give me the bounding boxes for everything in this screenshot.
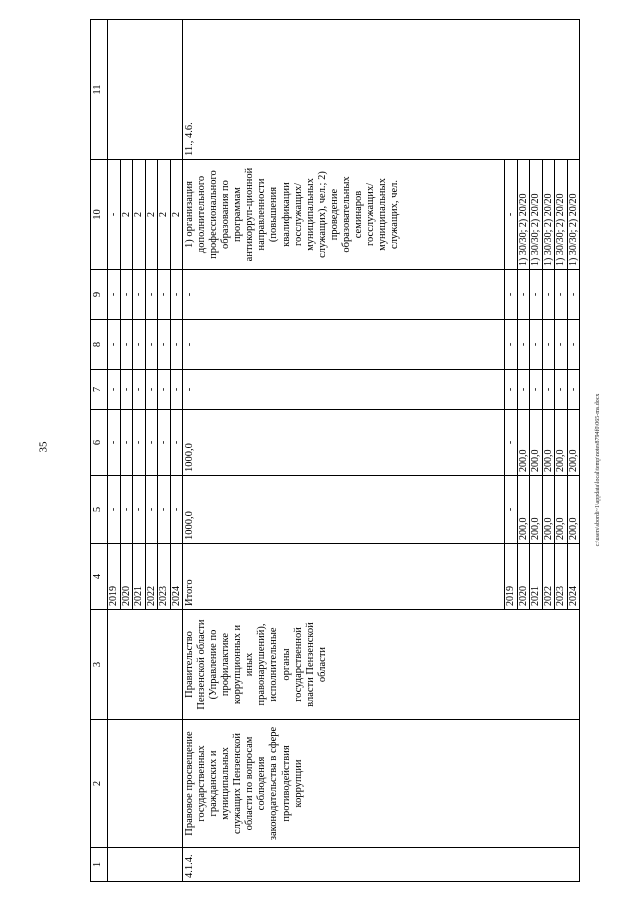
measure-name: Правовое просвещение государственных гражданских и муниципальных служащих Пензенской области по вопросам соблюдения законодательства в сфере противодействия коррупции (183, 720, 580, 848)
year-cell: 2020 (120, 544, 133, 610)
table-row (108, 20, 121, 882)
indicator-value-cell: 2 (170, 160, 183, 270)
value-cell: - (567, 270, 580, 320)
value-cell: 200,0 (530, 476, 543, 544)
total-value: - (183, 320, 505, 370)
value-cell: - (133, 320, 146, 370)
value-cell: - (108, 370, 121, 410)
value-cell: - (133, 476, 146, 544)
page-number: 35 (37, 441, 50, 453)
value-cell: - (170, 370, 183, 410)
value-cell: - (145, 476, 158, 544)
value-cell: - (517, 320, 530, 370)
value-cell: - (145, 370, 158, 410)
value-cell: - (133, 410, 146, 476)
measures-table (90, 19, 580, 882)
value-cell: - (170, 410, 183, 476)
header-cell: 7 (91, 370, 108, 410)
indicator-value-cell: 1) 30/30; 2) 20/20 (555, 160, 568, 270)
total-label: Итого (183, 544, 505, 610)
value-cell: - (120, 476, 133, 544)
value-cell: - (170, 270, 183, 320)
value-cell: - (145, 320, 158, 370)
year-cell: 2023 (158, 544, 171, 610)
value-cell: - (158, 320, 171, 370)
value-cell: - (505, 320, 518, 370)
total-value: - (183, 370, 505, 410)
value-cell: - (158, 476, 171, 544)
value-cell: 200,0 (517, 410, 530, 476)
year-cell: 2019 (505, 544, 518, 610)
value-cell: 200,0 (567, 476, 580, 544)
value-cell: - (517, 370, 530, 410)
indicator-value-cell: 2 (145, 160, 158, 270)
year-cell: 2020 (517, 544, 530, 610)
value-cell: 200,0 (517, 476, 530, 544)
indicator-value-cell: 1) 30/30; 2) 20/20 (542, 160, 555, 270)
header-cell: 10 (91, 160, 108, 270)
header-cell: 1 (91, 848, 108, 882)
value-cell: 200,0 (555, 410, 568, 476)
indicator-value-cell: 1) 30/30; 2) 20/20 (530, 160, 543, 270)
measure-executor: Правительство Пензенской области (Управление по профилактике коррупционных и иных правонарушений), исполнительные органы государственной власти Пензенской области (183, 610, 580, 720)
value-cell: - (120, 270, 133, 320)
value-cell: - (108, 476, 121, 544)
value-cell: - (133, 270, 146, 320)
value-cell: - (567, 370, 580, 410)
table-row-total (183, 20, 505, 882)
indicator-value-cell: - (108, 160, 121, 270)
value-cell: - (542, 370, 555, 410)
header-cell: 9 (91, 270, 108, 320)
indicator-value-cell: - (505, 160, 518, 270)
value-cell: - (108, 320, 121, 370)
header-cell: 11 (91, 20, 108, 160)
value-cell: - (505, 370, 518, 410)
value-cell: - (120, 320, 133, 370)
indicator-value-cell: 2 (133, 160, 146, 270)
empty-cell (108, 720, 183, 848)
value-cell: - (120, 410, 133, 476)
indicator-description: 1) организация дополнительного профессионального образования по программам антикорруп-ционной направленности (повышения квалификации госслужащих/ муниципальных служащих), чел.; 2) проведение образовательных семинаров госслужащих/ муниципальных служащих, чел. (183, 160, 505, 270)
value-cell: 200,0 (530, 410, 543, 476)
footer-file-path: c:\users\sbordi~1\appdata\local\temp\notes8794f0\065-ms.docx (595, 393, 601, 547)
value-cell: 200,0 (542, 410, 555, 476)
header-cell: 3 (91, 610, 108, 720)
value-cell: - (145, 270, 158, 320)
value-cell: - (145, 410, 158, 476)
indicator-value-cell: 1) 30/30; 2) 20/20 (567, 160, 580, 270)
empty-cell (108, 848, 183, 882)
value-cell: - (542, 270, 555, 320)
value-cell: - (158, 410, 171, 476)
empty-cell (108, 610, 183, 720)
header-cell: 2 (91, 720, 108, 848)
value-cell: - (530, 270, 543, 320)
header-cell: 6 (91, 410, 108, 476)
rotated-table-container (90, 20, 580, 882)
value-cell: - (517, 270, 530, 320)
year-cell: 2022 (145, 544, 158, 610)
value-cell: - (158, 370, 171, 410)
value-cell: - (555, 320, 568, 370)
header-cell: 4 (91, 544, 108, 610)
value-cell: - (505, 410, 518, 476)
value-cell: - (505, 476, 518, 544)
year-cell: 2024 (170, 544, 183, 610)
year-cell: 2019 (108, 544, 121, 610)
value-cell: - (158, 270, 171, 320)
value-cell: - (133, 370, 146, 410)
table-rotation-wrapper (90, 20, 580, 882)
value-cell: - (505, 270, 518, 320)
year-cell: 2022 (542, 544, 555, 610)
empty-cell (108, 20, 183, 160)
year-cell: 2023 (555, 544, 568, 610)
year-cell: 2021 (530, 544, 543, 610)
value-cell: 200,0 (555, 476, 568, 544)
value-cell: - (542, 320, 555, 370)
measure-number: 4.1.4. (183, 848, 580, 882)
total-value: 1000,0 (183, 410, 505, 476)
header-number-row (91, 20, 108, 882)
header-cell: 5 (91, 476, 108, 544)
value-cell: - (108, 410, 121, 476)
indicator-value-cell: 2 (158, 160, 171, 270)
value-cell: - (170, 320, 183, 370)
indicator-value-cell: 2 (120, 160, 133, 270)
header-cell: 8 (91, 320, 108, 370)
value-cell: - (108, 270, 121, 320)
value-cell: 200,0 (542, 476, 555, 544)
value-cell: - (555, 370, 568, 410)
link-reference: 11., 4.6. (183, 20, 580, 160)
indicator-value-cell: 1) 30/30; 2) 20/20 (517, 160, 530, 270)
value-cell: - (555, 270, 568, 320)
value-cell: - (170, 476, 183, 544)
year-cell: 2024 (567, 544, 580, 610)
value-cell: - (530, 370, 543, 410)
year-cell: 2021 (133, 544, 146, 610)
value-cell: - (120, 370, 133, 410)
total-value: - (183, 270, 505, 320)
value-cell: - (567, 320, 580, 370)
value-cell: - (530, 320, 543, 370)
total-value: 1000,0 (183, 476, 505, 544)
value-cell: 200,0 (567, 410, 580, 476)
